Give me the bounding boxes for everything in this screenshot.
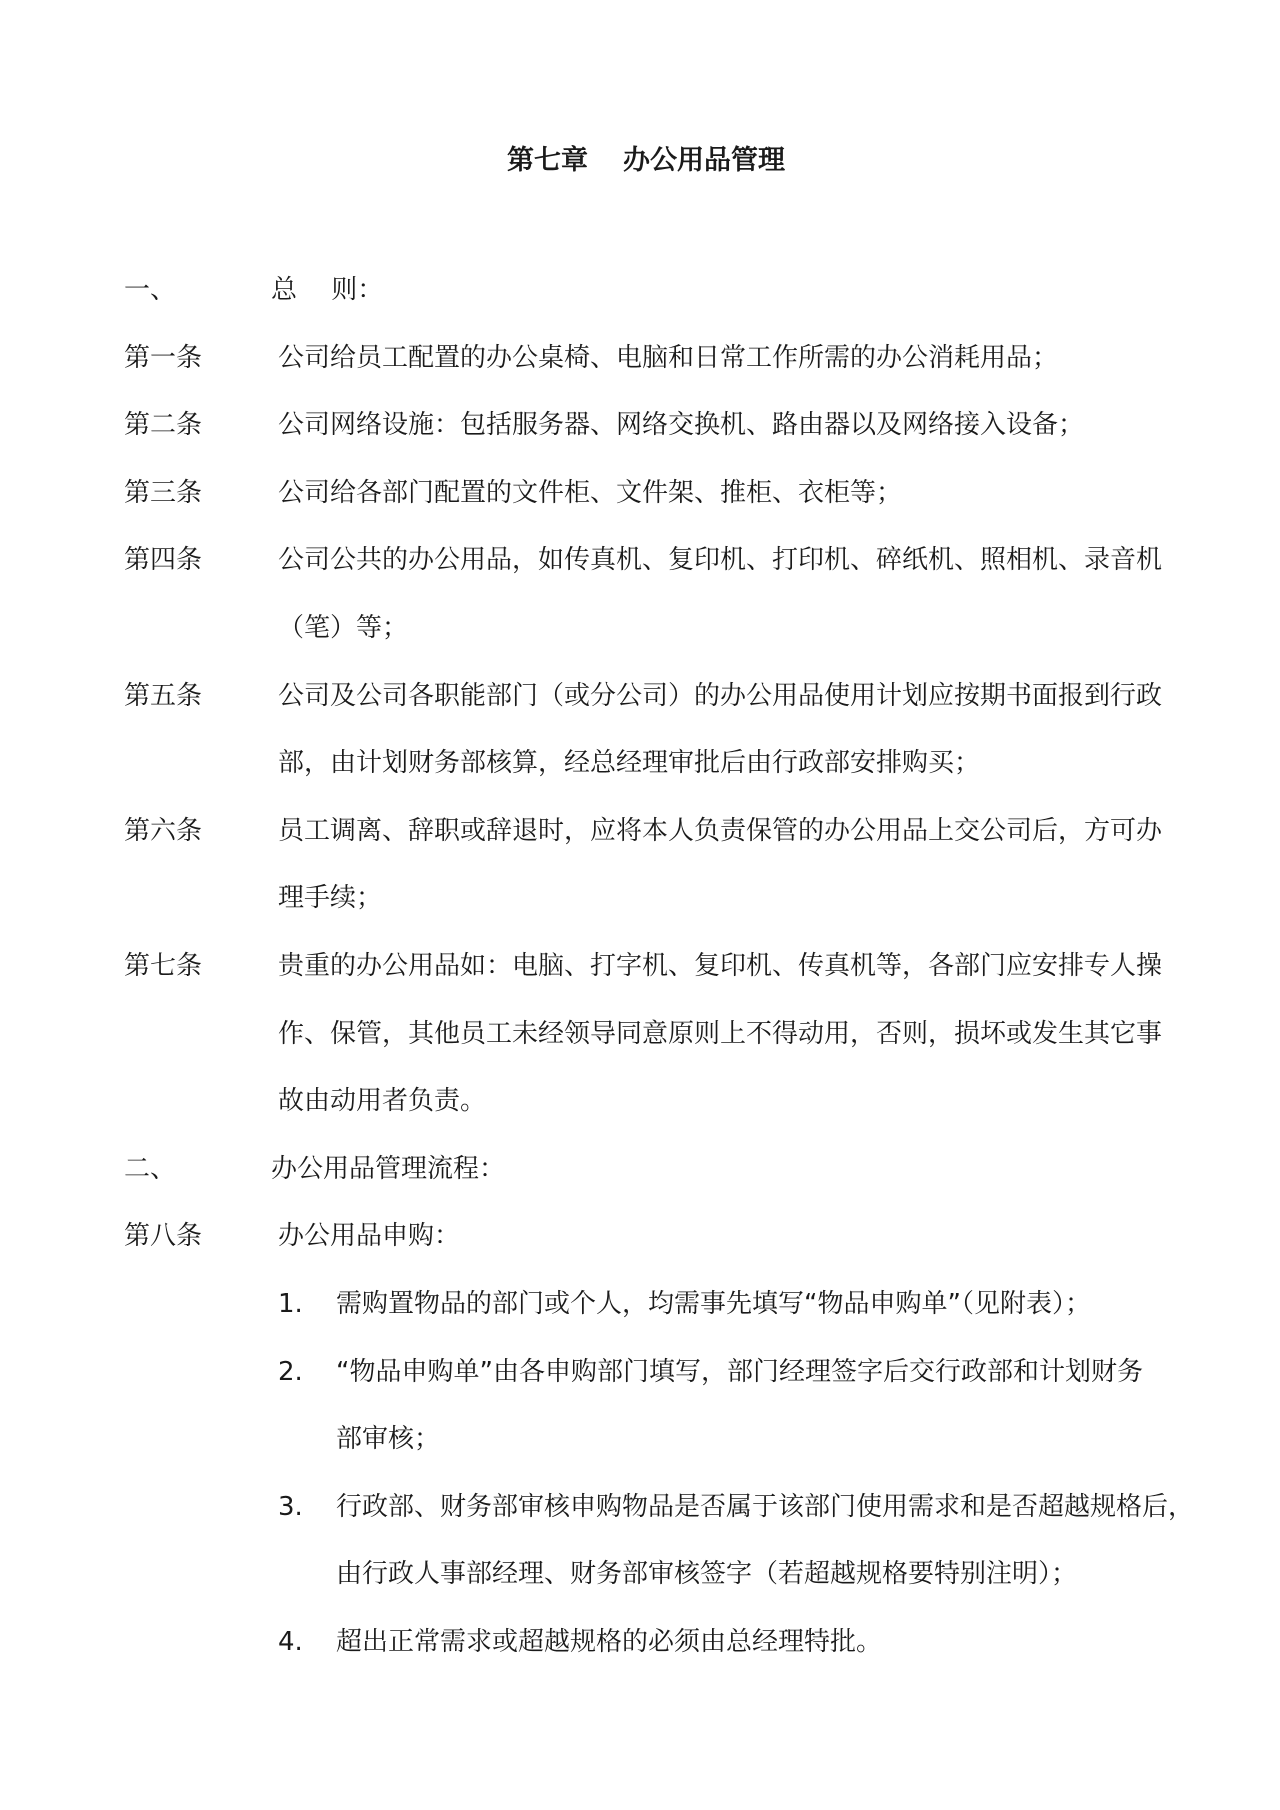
article-text: 理手续；: [278, 883, 383, 914]
list-text: 需购置物品的部门或个人，均需事先填写“物品申购单”（见附表）；: [336, 1288, 1091, 1319]
article-text: 公司公共的办公用品，如传真机、复印机、打印机、碎纸机、照相机、录音机: [278, 545, 1163, 576]
article-label: 第五条: [124, 680, 203, 711]
chapter-name: 办公用品管理: [623, 145, 785, 176]
section-label: 一、: [124, 275, 177, 305]
article-line: [0, 798, 1280, 866]
article-text: 公司网络设施：包括服务器、网络交换机、路由器以及网络接入设备；: [278, 410, 1085, 441]
list-item: [0, 1474, 1280, 1542]
list-number: 3.: [278, 1491, 303, 1522]
article-text: 贵重的办公用品如：电脑、打字机、复印机、传真机等，各部门应安排专人操: [278, 950, 1163, 981]
list-text: 部审核；: [336, 1424, 441, 1455]
article-line: [0, 730, 1280, 798]
article-text: 办公用品申购：: [278, 1221, 461, 1252]
article-label: 第六条: [124, 815, 203, 846]
article-label: 第八条: [124, 1221, 203, 1252]
article-line: [0, 663, 1280, 731]
article-label: 第二条: [124, 410, 203, 441]
list-text: “物品申购单”由各申购部门填写，部门经理签字后交行政部和计划财务: [336, 1356, 1143, 1387]
article-line: [0, 933, 1280, 1001]
article-text: 公司给员工配置的办公桌椅、电脑和日常工作所需的办公消耗用品；: [278, 342, 1059, 373]
article-line: [0, 325, 1280, 393]
article-line: [0, 460, 1280, 528]
article-text: 作、保管，其他员工未经领导同意原则上不得动用，否则，损坏或发生其它事: [278, 1018, 1163, 1049]
article-text: 员工调离、辞职或辞退时，应将本人负责保管的办公用品上交公司后，方可办: [278, 815, 1163, 846]
list-item: [0, 1541, 1280, 1609]
list-item: [0, 1271, 1280, 1339]
article-line: [0, 1001, 1280, 1069]
list-text: 超出正常需求或超越规格的必须由总经理特批。: [336, 1626, 883, 1657]
chapter-number: 第七章: [507, 145, 588, 176]
article-label: 第四条: [124, 545, 203, 576]
section-title: 办公用品管理流程：: [271, 1153, 506, 1184]
article-line: [0, 1203, 1280, 1271]
section-heading: [0, 257, 1280, 325]
section-title: 总 则：: [271, 275, 384, 305]
list-number: 1.: [278, 1288, 303, 1319]
list-text: 行政部、财务部审核申购物品是否属于该部门使用需求和是否超越规格后，: [336, 1491, 1195, 1522]
article-line: [0, 865, 1280, 933]
article-line: [0, 392, 1280, 460]
list-number: 2.: [278, 1356, 303, 1387]
article-label: 第七条: [124, 950, 203, 981]
document-body: [0, 257, 1280, 1676]
article-text: 公司及公司各职能部门（或分公司）的办公用品使用计划应按期书面报到行政: [278, 680, 1163, 711]
section-label: 二、: [124, 1153, 177, 1184]
article-text: （笔）等；: [278, 612, 409, 643]
list-text: 由行政人事部经理、财务部审核签字（若超越规格要特别注明）；: [336, 1559, 1078, 1590]
article-text: 故由动用者负责。: [278, 1086, 487, 1117]
article-line: [0, 595, 1280, 663]
section-heading: [0, 1136, 1280, 1204]
article-text: 公司给各部门配置的文件柜、文件架、推柜、衣柜等；: [278, 477, 903, 508]
list-item: [0, 1339, 1280, 1407]
list-item: [0, 1609, 1280, 1677]
list-number: 4.: [278, 1626, 303, 1657]
article-line: [0, 1068, 1280, 1136]
article-line: [0, 527, 1280, 595]
article-label: 第一条: [124, 342, 203, 373]
list-item: [0, 1406, 1280, 1474]
article-label: 第三条: [124, 477, 203, 508]
article-text: 部，由计划财务部核算，经总经理审批后由行政部安排购买；: [278, 748, 981, 779]
